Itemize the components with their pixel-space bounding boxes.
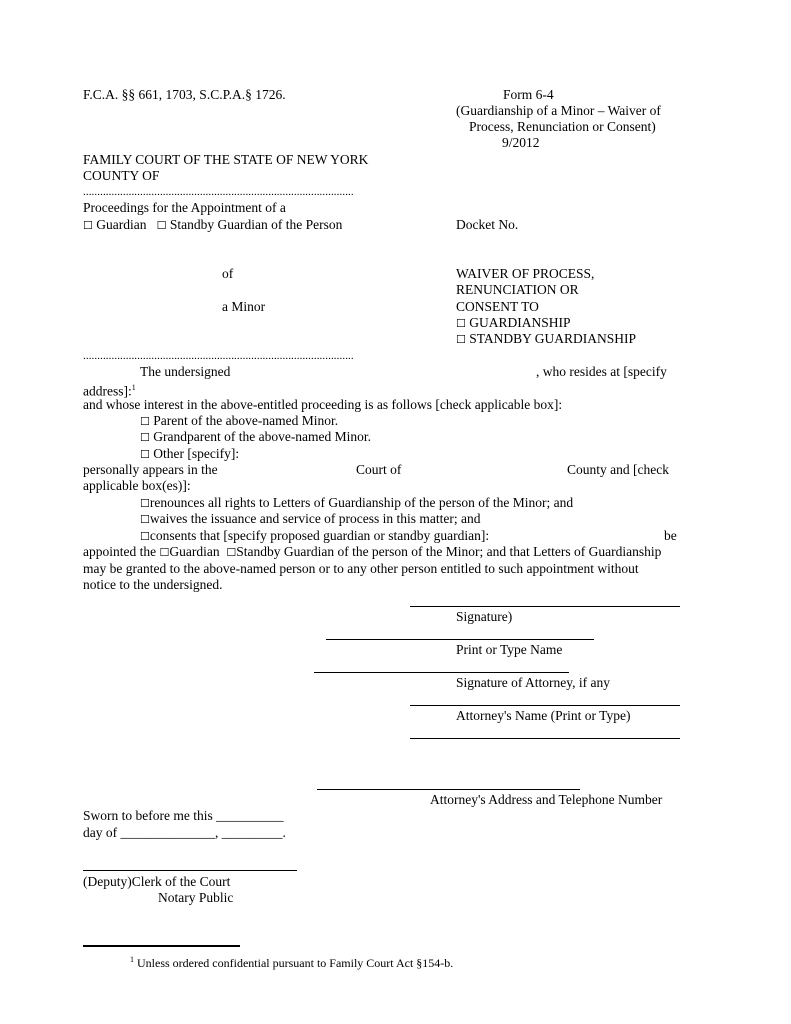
footnote-reference: 1 bbox=[131, 383, 136, 392]
standby-guardianship-checkbox[interactable]: ☐ bbox=[456, 333, 466, 346]
form-number: Form 6-4 bbox=[503, 87, 554, 102]
waives-checkbox[interactable]: ☐ bbox=[140, 513, 150, 526]
signature-line[interactable] bbox=[410, 606, 680, 607]
sworn-line: Sworn to before me this __________ bbox=[83, 808, 284, 823]
signature-label: Signature) bbox=[456, 609, 513, 624]
attorney-address-line[interactable] bbox=[317, 789, 580, 790]
renounces-label: renounces all rights to Letters of Guardianship of the person of the Minor; and bbox=[149, 495, 574, 510]
attorney-name-label: Attorney's Name (Print or Type) bbox=[456, 708, 631, 723]
waives-label: waives the issuance and service of process in this matter; and bbox=[149, 511, 481, 526]
other-label: Other [specify]: bbox=[153, 446, 240, 461]
appointed-guardian-label: Guardian bbox=[169, 544, 220, 559]
document-title-line2: RENUNCIATION OR bbox=[456, 282, 579, 297]
grandparent-option bbox=[140, 429, 371, 446]
other-checkbox[interactable]: ☐ bbox=[140, 448, 150, 461]
attorney-name-line[interactable] bbox=[410, 705, 680, 706]
standby-guardian-label: Standby Guardian of the Person bbox=[169, 217, 343, 232]
docket-number-label: Docket No. bbox=[456, 217, 519, 232]
clerk-signature-line[interactable] bbox=[83, 870, 297, 871]
proceedings-label: Proceedings for the Appointment of a bbox=[83, 200, 286, 215]
footnote-text: Unless ordered confidential pursuant to Family Court Act §154-b. bbox=[137, 956, 454, 970]
parent-label: Parent of the above-named Minor. bbox=[153, 413, 339, 428]
renounces-option bbox=[140, 495, 573, 512]
form-description-line1: (Guardianship of a Minor – Waiver of bbox=[456, 103, 661, 118]
guardian-label: Guardian bbox=[96, 217, 147, 232]
attorney-signature-label: Signature of Attorney, if any bbox=[456, 675, 610, 690]
footnote-number: 1 bbox=[130, 955, 134, 964]
grandparent-label: Grandparent of the above-named Minor. bbox=[153, 429, 372, 444]
guardianship-option bbox=[456, 315, 571, 332]
interest-statement: and whose interest in the above-entitled proceeding is as follows [check applicable box]: bbox=[83, 397, 563, 412]
print-name-label: Print or Type Name bbox=[456, 642, 563, 657]
print-name-line[interactable] bbox=[326, 639, 594, 640]
appears-label: personally appears in the bbox=[83, 462, 218, 477]
renounces-checkbox[interactable]: ☐ bbox=[140, 497, 150, 510]
county-label: County and [check bbox=[567, 462, 669, 477]
day-line: day of ______________, _________. bbox=[83, 825, 286, 840]
be-label: be bbox=[664, 528, 677, 543]
standby-guardian-checkbox[interactable]: ☐ bbox=[156, 219, 167, 232]
court-name: FAMILY COURT OF THE STATE OF NEW YORK bbox=[83, 152, 369, 167]
resides-label: , who resides at [specify bbox=[536, 364, 667, 379]
county-of-label: COUNTY OF bbox=[83, 168, 160, 183]
form-description-line2: Process, Renunciation or Consent) bbox=[469, 119, 656, 134]
attorney-signature-line[interactable] bbox=[314, 672, 569, 673]
grandparent-checkbox[interactable]: ☐ bbox=[140, 431, 150, 444]
appointed-rest-label: Standby Guardian of the person of the Minor; and that Letters of Guardianship bbox=[236, 544, 662, 559]
parent-option bbox=[140, 413, 338, 430]
form-date: 9/2012 bbox=[502, 135, 540, 150]
footnote bbox=[130, 952, 453, 971]
caption-dots-bottom: ............................................................................................... bbox=[83, 350, 354, 362]
document-title-line3: CONSENT TO bbox=[456, 299, 539, 314]
clerk-label: (Deputy)Clerk of the Court bbox=[83, 874, 231, 889]
standby-guardianship-label: STANDBY GUARDIANSHIP bbox=[469, 331, 637, 346]
address-label: address]:$^1$ bbox=[83, 383, 136, 399]
guardianship-checkbox[interactable]: ☐ bbox=[456, 317, 466, 330]
notice-statement: notice to the undersigned. bbox=[83, 577, 223, 592]
consents-label: consents that [specify proposed guardian or standby guardian]: bbox=[149, 528, 490, 543]
guardianship-label: GUARDIANSHIP bbox=[469, 315, 571, 330]
caption-dots-top: ............................................................................................... bbox=[83, 186, 354, 198]
footnote-separator bbox=[83, 945, 240, 947]
notary-label: Notary Public bbox=[158, 890, 234, 905]
parent-checkbox[interactable]: ☐ bbox=[140, 415, 150, 428]
other-option bbox=[140, 446, 239, 463]
minor-label: a Minor bbox=[222, 299, 266, 314]
appointed-standby-checkbox[interactable]: ☐ bbox=[226, 546, 237, 559]
consents-checkbox[interactable]: ☐ bbox=[140, 530, 150, 543]
granted-statement: may be granted to the above-named person or to any other person entitled to such appointment without bbox=[83, 561, 639, 576]
court-of-label: Court of bbox=[356, 462, 402, 477]
appointed-guardian-checkbox[interactable]: ☐ bbox=[159, 546, 170, 559]
consents-option bbox=[140, 528, 489, 545]
appointed-line bbox=[83, 544, 661, 561]
appointed-label: appointed the bbox=[83, 544, 157, 559]
document-title-line1: WAIVER OF PROCESS, bbox=[456, 266, 595, 281]
guardian-type-line bbox=[83, 217, 342, 234]
statute-citation: F.C.A. §§ 661, 1703, S.C.P.A.§ 1726. bbox=[83, 87, 286, 102]
attorney-extra-line[interactable] bbox=[410, 738, 680, 739]
of-label: of bbox=[222, 266, 234, 281]
applicable-boxes-label: applicable box(es)]: bbox=[83, 478, 191, 493]
undersigned-label: The undersigned bbox=[140, 364, 231, 379]
waives-option bbox=[140, 511, 481, 528]
standby-guardianship-option bbox=[456, 331, 636, 348]
attorney-address-label: Attorney's Address and Telephone Number bbox=[430, 792, 663, 807]
guardian-checkbox[interactable]: ☐ bbox=[83, 219, 93, 232]
